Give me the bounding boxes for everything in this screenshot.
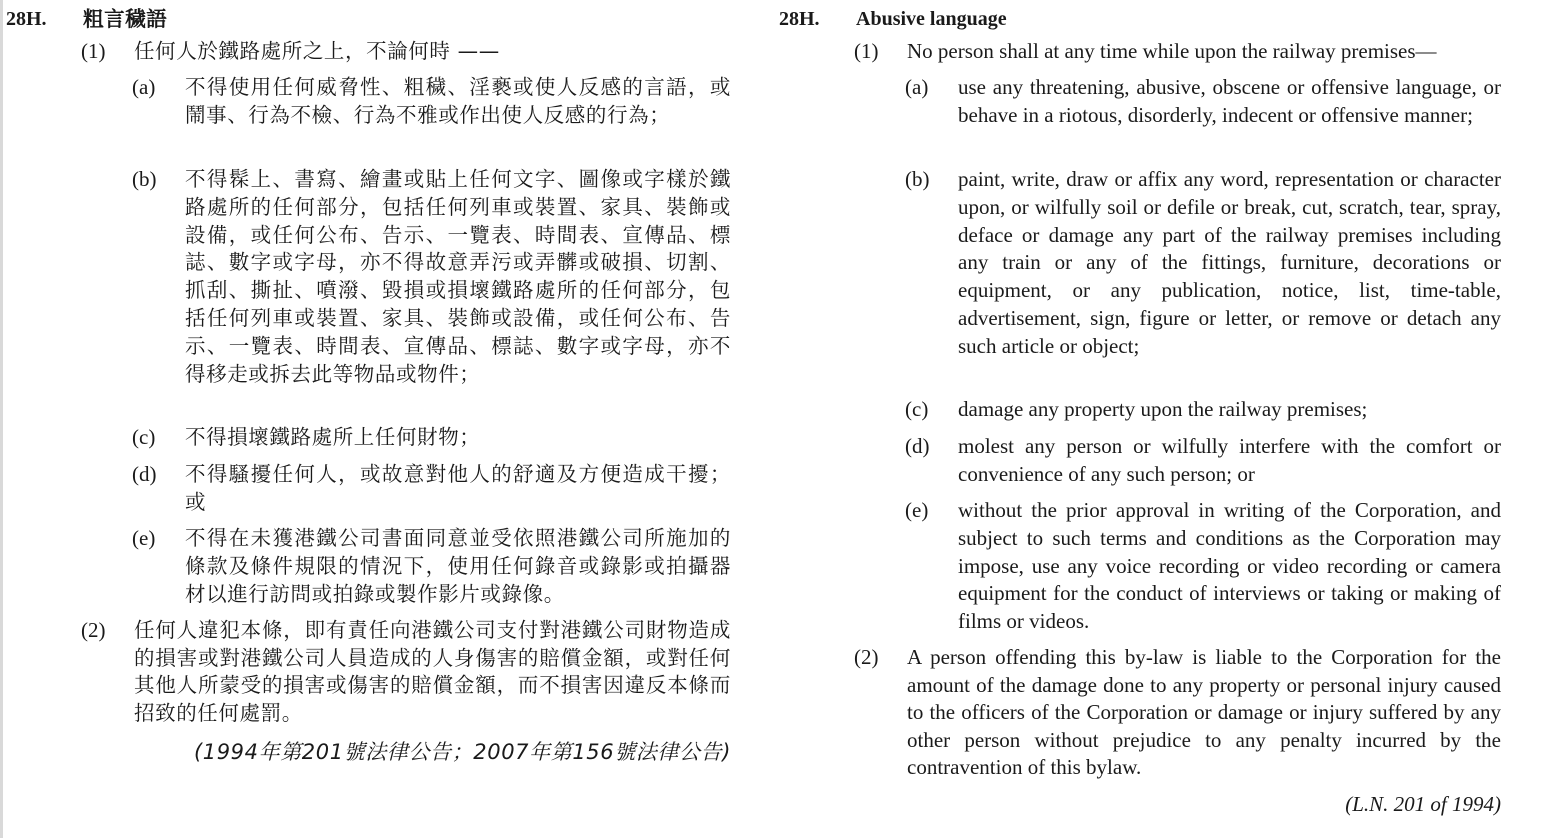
zh-para-1 — [6, 38, 731, 74]
en-item-d — [779, 433, 1501, 497]
zh-item-a-text: 不得使用任何威脅性、粗穢、淫褻或使人反感的言語，或鬧事、行為不檢、行為不雅或作出使人反感的行為； — [185, 75, 731, 127]
zh-item-d — [6, 461, 731, 525]
zh-citation: (1994年第201號法律公告；2007年第156號法律公告) — [193, 740, 731, 764]
zh-item-c-text: 不得損壞鐵路處所上任何財物； — [185, 425, 481, 449]
en-item-a-number: (a) — [905, 75, 929, 99]
zh-para-1-intro: 任何人於鐵路處所之上，不論何時 —— — [134, 39, 500, 63]
en-para-1-intro: No person shall at any time while upon the railway premises— — [907, 39, 1437, 63]
en-item-b-text: paint, write, draw or affix any word, representation or character upon, or wilfully soil or defile or break, cut, scratch, tear, spray, deface or damage any part of the railway premises including any train or any of the fittings, furniture, decorations or equipment, or any publication, notice, list, time-table, advertisement, sign, figure or letter, or remove or detach any such article or object; — [958, 167, 1501, 358]
en-para-2 — [779, 644, 1501, 790]
en-section-heading — [779, 0, 1501, 38]
zh-item-d-text: 不得騷擾任何人，或故意對他人的舒適及方便造成干擾；或 — [185, 462, 731, 514]
en-item-e-number: (e) — [905, 498, 929, 522]
zh-para-2-number: (2) — [81, 618, 106, 642]
en-item-c-text: damage any property upon the railway premises; — [958, 397, 1368, 421]
en-item-d-text: molest any person or wilfully interfere with the comfort or convenience of any such person; or — [958, 434, 1501, 486]
zh-item-e-text: 不得在未獲港鐵公司書面同意並受依照港鐵公司所施加的條款及條件規限的情況下，使用任何錄音或錄影或拍攝器材以進行訪問或拍錄或製作影片或錄像。 — [185, 526, 731, 606]
zh-item-a — [6, 74, 731, 166]
en-item-a-text: use any threatening, abusive, obscene or offensive language, or behave in a riotous, disorderly, indecent or offensive manner; — [958, 75, 1501, 127]
zh-item-d-number: (d) — [132, 462, 157, 486]
en-para-2-number: (2) — [854, 645, 879, 669]
zh-item-b-text: 不得髹上、書寫、繪畫或貼上任何文字、圖像或字樣於鐵路處所的任何部分，包括任何列車或裝置、家具、裝飾或設備，或任何公布、告示、一覽表、時間表、宣傳品、標誌、數字或字母，亦不得故意弄污或弄髒或破損、切割、抓刮、撕扯、噴潑、毀損或損壞鐵路處所的任何部分，包括任何列車或裝置、家具、裝飾或設備，或任何公布、告示、一覽表、時間表、宣傳品、標誌、數字或字母，亦不得移走或拆去此等物品或物件； — [185, 167, 731, 386]
zh-section-number: 28H. — [6, 8, 47, 30]
en-para-1 — [779, 38, 1501, 74]
en-item-c — [779, 396, 1501, 433]
en-item-e — [779, 497, 1501, 644]
zh-item-c-number: (c) — [132, 425, 156, 449]
zh-para-1-number: (1) — [81, 39, 106, 63]
left-edge-rule — [0, 0, 3, 838]
en-item-e-text: without the prior approval in writing of the Corporation, and subject to such terms and conditions as the Corporation may impose, use any voice recording or video recording or camera equipment for the conduct of interviews or taking or making of films or videos. — [958, 498, 1501, 634]
en-citation: (L.N. 201 of 1994) — [1345, 792, 1501, 816]
en-section-number: 28H. — [779, 8, 820, 30]
zh-item-e-number: (e) — [132, 526, 156, 550]
zh-item-b — [6, 166, 731, 424]
en-section-title: Abusive language — [856, 8, 1007, 30]
zh-item-c — [6, 424, 731, 461]
zh-para-2-text: 任何人違犯本條，即有責任向港鐵公司支付對港鐵公司財物造成的損害或對港鐵公司人員造成的人身傷害的賠償金額，或對任何其他人所蒙受的損害或傷害的賠償金額，而不損害因違反本條而招致的任何處罰。 — [134, 618, 731, 725]
zh-item-e — [6, 525, 731, 617]
en-item-b-number: (b) — [905, 167, 930, 191]
zh-item-b-number: (b) — [132, 167, 157, 191]
zh-para-2 — [6, 617, 731, 738]
en-item-b — [779, 166, 1501, 396]
en-para-2-text: A person offending this by-law is liable to the Corporation for the amount of the damage done to any property or personal injury caused to the officers of the Corporation or damage or injury suffered by any other person without prejudice to any penalty incurred by the contravention of this bylaw. — [907, 645, 1501, 779]
en-item-c-number: (c) — [905, 397, 929, 421]
en-item-a — [779, 74, 1501, 166]
en-para-1-number: (1) — [854, 39, 879, 63]
english-column — [779, 0, 1501, 818]
zh-section-title: 粗言穢語 — [83, 7, 168, 31]
en-item-d-number: (d) — [905, 434, 930, 458]
zh-item-a-number: (a) — [132, 75, 156, 99]
zh-section-heading — [6, 0, 731, 38]
chinese-column — [6, 0, 731, 766]
